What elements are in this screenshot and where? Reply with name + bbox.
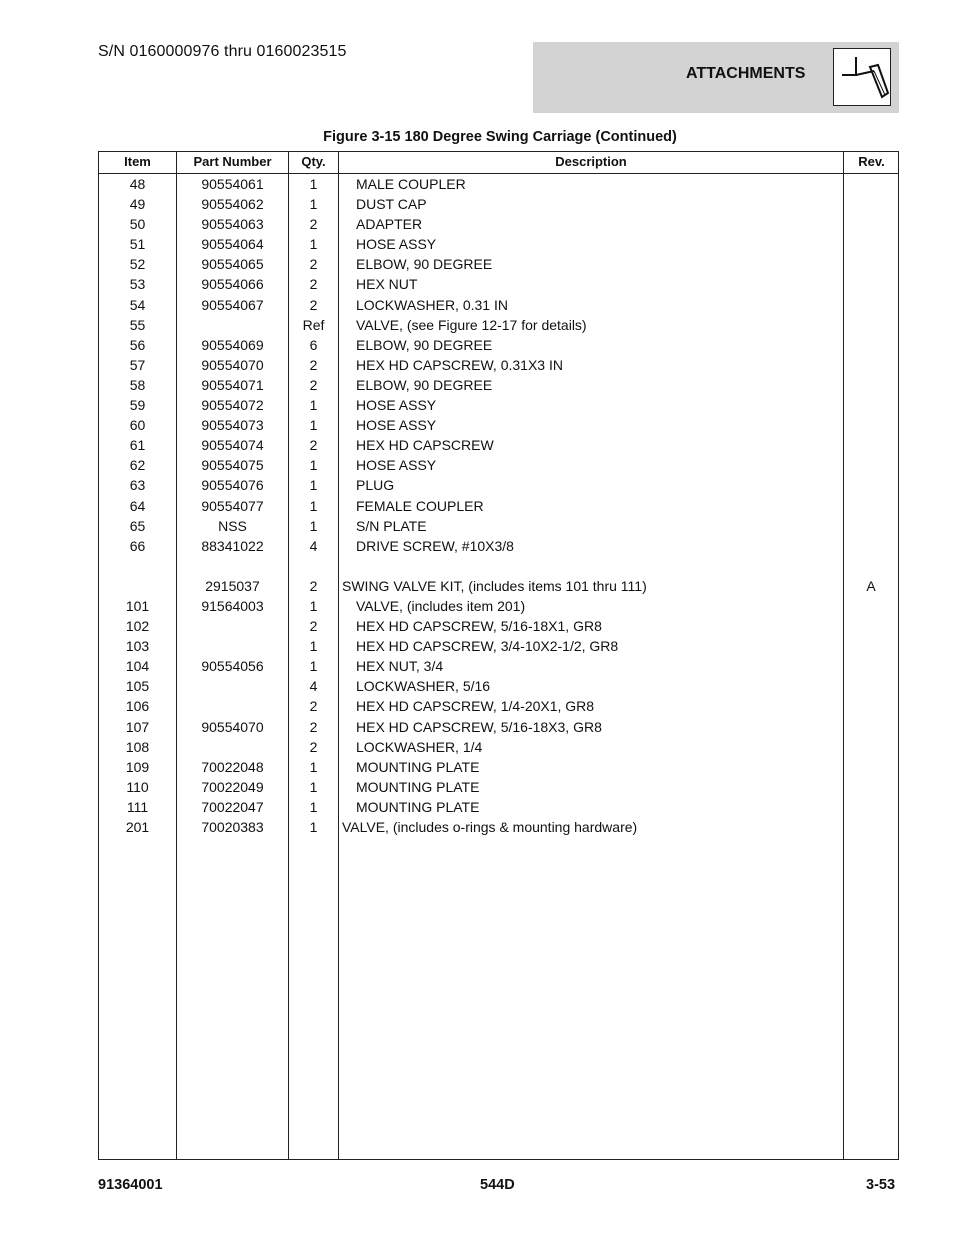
table-row (99, 234, 898, 254)
cell-description: LOCKWASHER, 1/4 (356, 738, 483, 755)
cell-item: 61 (129, 437, 146, 454)
cell-qty: 2 (309, 376, 318, 393)
table-row (99, 696, 898, 716)
table-row (99, 636, 898, 656)
cell-item: 51 (129, 236, 146, 253)
cell-item: 109 (125, 758, 150, 775)
cell-description: MOUNTING PLATE (356, 798, 480, 815)
cell-qty: 1 (309, 497, 318, 514)
cell-qty: 2 (309, 276, 318, 293)
cell-qty: 2 (309, 738, 318, 755)
cell-item: 50 (129, 216, 146, 233)
cell-part-number: 90554075 (201, 457, 264, 474)
cell-qty: 2 (309, 256, 318, 273)
table-body (99, 174, 898, 837)
footer-model: 544D (480, 1177, 515, 1193)
cell-qty: 2 (309, 698, 318, 715)
table-row (99, 274, 898, 294)
cell-qty: 1 (309, 778, 318, 795)
cell-part-number: 90554070 (201, 356, 264, 373)
cell-qty: 1 (309, 517, 318, 534)
table-row (99, 455, 898, 475)
table-row (99, 676, 898, 696)
cell-part-number: NSS (218, 517, 247, 534)
cell-description: ELBOW, 90 DEGREE (356, 256, 493, 273)
table-row (99, 254, 898, 274)
table-row (99, 757, 898, 777)
cell-part-number: 90554072 (201, 397, 264, 414)
cell-description: HOSE ASSY (356, 397, 437, 414)
cell-part-number: 91564003 (201, 597, 264, 614)
cell-part-number: 90554056 (201, 658, 264, 675)
cell-item: 54 (129, 296, 146, 313)
cell-part-number: 70020383 (201, 819, 264, 835)
cell-qty: 2 (309, 577, 318, 594)
cell-description: VALVE, (includes o-rings & mounting hardware) (342, 819, 638, 835)
cell-item: 105 (125, 678, 150, 695)
cell-qty: 1 (309, 658, 318, 675)
cell-part-number: 90554063 (201, 216, 264, 233)
cell-description: HEX NUT, 3/4 (356, 658, 444, 675)
cell-part-number: 70022047 (201, 798, 264, 815)
cell-description: HEX HD CAPSCREW, 0.31X3 IN (356, 356, 563, 373)
cell-part-number: 90554077 (201, 497, 264, 514)
cell-qty: 2 (309, 356, 318, 373)
table-row (99, 435, 898, 455)
cell-item: 110 (126, 778, 149, 795)
cell-qty: 1 (309, 457, 318, 474)
cell-part-number: 90554074 (201, 437, 264, 454)
cell-qty: 4 (309, 678, 318, 695)
table-row (99, 355, 898, 375)
cell-description: HEX HD CAPSCREW, 3/4-10X2-1/2, GR8 (356, 638, 619, 655)
cell-qty: 2 (309, 718, 318, 735)
cell-qty: 2 (309, 437, 318, 454)
column-header-qty: Qty. (301, 154, 326, 169)
cell-item: 60 (129, 417, 146, 434)
cell-description: VALVE, (see Figure 12-17 for details) (356, 316, 587, 333)
cell-description: FEMALE COUPLER (356, 497, 484, 514)
cell-part-number: 90554070 (201, 718, 264, 735)
table-row (99, 737, 898, 757)
cell-item: 101 (125, 597, 150, 614)
cell-qty: 2 (309, 296, 318, 313)
table-row (99, 556, 898, 576)
table-row (99, 817, 898, 837)
table-row (99, 214, 898, 234)
cell-description: LOCKWASHER, 5/16 (356, 678, 491, 695)
table-row (99, 516, 898, 536)
cell-qty: 1 (309, 176, 318, 192)
cell-description: HOSE ASSY (356, 236, 437, 253)
cell-qty: 1 (309, 477, 318, 494)
cell-item: 66 (129, 537, 146, 554)
cell-part-number: 90554067 (201, 296, 264, 313)
figure-title: Figure 3-15 180 Degree Swing Carriage (Continued) (323, 129, 677, 145)
cell-qty: 1 (309, 397, 318, 414)
cell-qty: 1 (309, 597, 318, 614)
table-row (99, 596, 898, 616)
cell-item: 58 (129, 376, 146, 393)
cell-part-number: 70022049 (201, 778, 264, 795)
cell-description: LOCKWASHER, 0.31 IN (356, 296, 508, 313)
attachment-tool-icon (833, 48, 891, 106)
cell-part-number: 90554076 (201, 477, 264, 494)
table-row (99, 375, 898, 395)
parts-table (98, 151, 899, 1160)
cell-description: ADAPTER (356, 216, 423, 233)
cell-item: 59 (129, 397, 146, 414)
cell-part-number: 90554065 (201, 256, 264, 273)
cell-item: 62 (129, 457, 146, 474)
table-row (99, 777, 898, 797)
cell-qty: 1 (309, 638, 318, 655)
cell-description: HEX HD CAPSCREW, 1/4-20X1, GR8 (356, 698, 595, 715)
table-row (99, 194, 898, 214)
cell-item: 55 (129, 316, 146, 333)
cell-description: MOUNTING PLATE (356, 778, 480, 795)
cell-description: ELBOW, 90 DEGREE (356, 336, 493, 353)
cell-qty: 1 (309, 196, 318, 213)
column-header-part-number: Part Number (193, 154, 272, 169)
cell-item: 56 (129, 336, 146, 353)
column-header-item: Item (124, 154, 151, 169)
cell-item: 106 (125, 698, 150, 715)
cell-qty: Ref (302, 316, 325, 333)
table-row (99, 335, 898, 355)
cell-description: VALVE, (includes item 201) (356, 597, 526, 614)
cell-qty: 1 (309, 798, 318, 815)
cell-part-number: 2915037 (205, 577, 260, 594)
cell-item: 201 (125, 819, 150, 835)
cell-description: SWING VALVE KIT, (includes items 101 thru 111) (342, 577, 647, 594)
cell-qty: 1 (309, 236, 318, 253)
column-header-rev: Rev. (858, 154, 885, 169)
cell-item: 103 (125, 638, 150, 655)
cell-item: 108 (125, 738, 150, 755)
table-row (99, 656, 898, 676)
cell-description: HOSE ASSY (356, 417, 437, 434)
cell-item: 57 (129, 356, 146, 373)
cell-description: HEX HD CAPSCREW (356, 437, 494, 454)
cell-description: DUST CAP (356, 196, 427, 213)
cell-item: 63 (129, 477, 146, 494)
table-row (99, 174, 898, 194)
cell-item: 111 (126, 798, 149, 815)
cell-description: MALE COUPLER (356, 176, 466, 192)
cell-part-number: 90554062 (201, 196, 264, 213)
table-row (99, 496, 898, 516)
cell-qty: 2 (309, 216, 318, 233)
cell-part-number: 90554061 (201, 176, 264, 192)
cell-description: HEX NUT (356, 276, 418, 293)
cell-item: 102 (125, 618, 150, 635)
table-row (99, 797, 898, 817)
column-header-description: Description (555, 154, 627, 169)
cell-description: HOSE ASSY (356, 457, 437, 474)
cell-description: HEX HD CAPSCREW, 5/16-18X1, GR8 (356, 618, 602, 635)
cell-description: PLUG (356, 477, 395, 494)
table-row (99, 616, 898, 636)
cell-qty: 4 (309, 537, 318, 554)
footer-page-number: 3-53 (866, 1177, 896, 1193)
cell-description: HEX HD CAPSCREW, 5/16-18X3, GR8 (356, 718, 602, 735)
cell-item: 65 (129, 517, 146, 534)
table-row (99, 295, 898, 315)
table-row (99, 717, 898, 737)
cell-item: 53 (129, 276, 146, 293)
table-row (99, 475, 898, 495)
cell-item: 64 (129, 497, 146, 514)
cell-part-number: 90554064 (201, 236, 264, 253)
cell-description: DRIVE SCREW, #10X3/8 (356, 537, 514, 554)
section-title: ATTACHMENTS (686, 65, 806, 82)
table-row (99, 576, 898, 596)
cell-part-number: 88341022 (201, 537, 264, 554)
table-row (99, 395, 898, 415)
cell-part-number: 90554073 (201, 417, 264, 434)
cell-part-number: 90554071 (201, 376, 264, 393)
cell-item: 52 (129, 256, 146, 273)
footer-document-number: 91364001 (98, 1177, 163, 1193)
cell-part-number: 70022048 (201, 758, 264, 775)
cell-description: S/N PLATE (356, 517, 427, 534)
cell-part-number: 90554069 (201, 336, 264, 353)
cell-qty: 1 (309, 758, 318, 775)
table-row (99, 415, 898, 435)
cell-description: MOUNTING PLATE (356, 758, 480, 775)
cell-item: 104 (125, 658, 150, 675)
cell-qty: 6 (309, 336, 318, 353)
cell-qty: 1 (309, 819, 318, 835)
serial-number-range: S/N 0160000976 thru 0160023515 (98, 43, 347, 60)
table-row (99, 536, 898, 556)
cell-rev: A (866, 577, 876, 594)
cell-description: ELBOW, 90 DEGREE (356, 376, 493, 393)
cell-item: 107 (125, 718, 150, 735)
cell-qty: 2 (309, 618, 318, 635)
cell-item: 48 (129, 176, 146, 192)
cell-item: 49 (129, 196, 146, 213)
cell-qty: 1 (309, 417, 318, 434)
table-row (99, 315, 898, 335)
cell-part-number: 90554066 (201, 276, 264, 293)
